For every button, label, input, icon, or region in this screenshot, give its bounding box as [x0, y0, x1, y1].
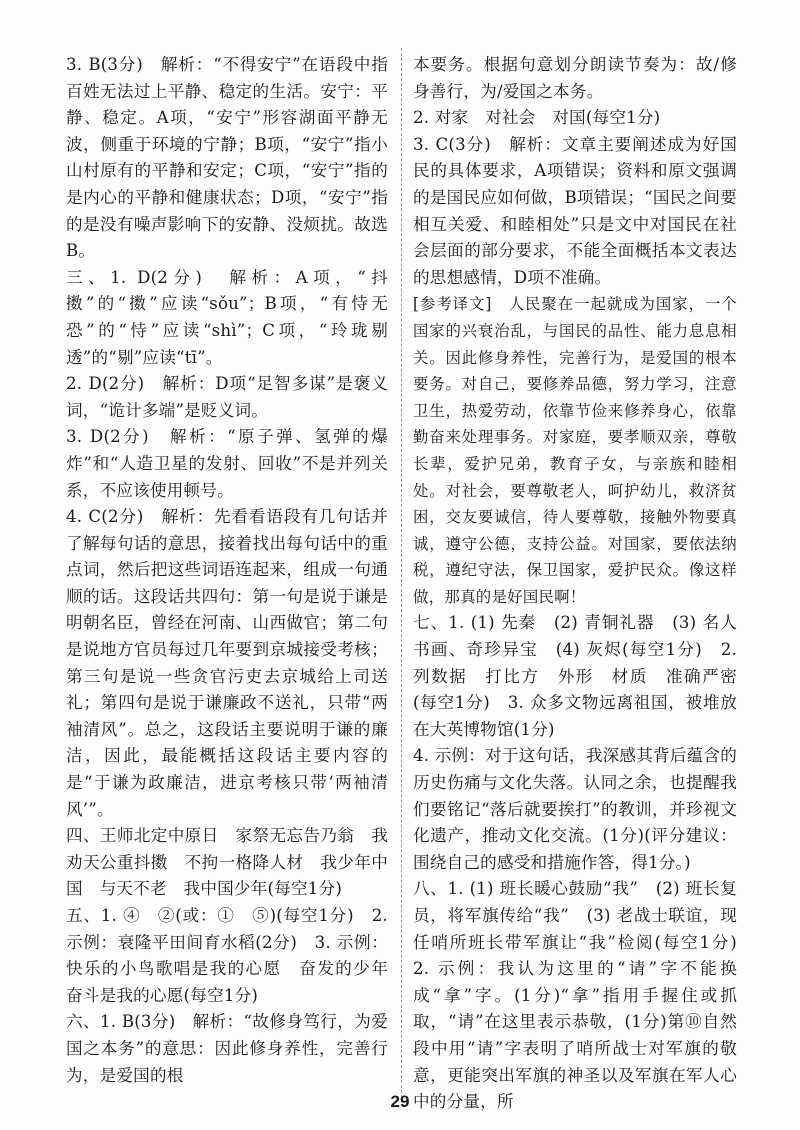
section-3-q2: 2. D(2分) 解析：D项“足智多谋”是褒义词，“诡计多端”是贬义词。: [66, 374, 388, 420]
section-7: 七、1. (1) 先秦 (2) 青铜礼器 (3) 名人书画、奇珍异宝 (4) 灰烬(每空1分) 2. 列数据 打比方 外形 材质 准确严密(每空1分) 3. 众多文物远离祖国，被堆放在大英博物馆(1分): [413, 613, 737, 739]
left-column: [66, 52, 405, 1089]
section-5: 五、1. ④ ②(或：① ⑤)(每空1分) 2. 示例：衰隆平田间育水稻(2分) 3. 示例：快乐的小鸟歌唱是我的心愿 奋发的少年 奋斗是我的心愿(每空1分): [66, 906, 405, 1005]
section-6-q1-cont: 本要务。根据句意划分朗读节奏为：故/修身善行，为/爱国之本务。: [413, 55, 737, 101]
section-7-q4: 4. 示例：对于这句话，我深感其背后蕴含的历史伤痛与文化失落。认同之余，也提醒我们要铭记“落后就要挨打”的教训，并珍视文化遗产，推动文化交流。(1分)(评分建议：围绕自己的感受和措施作答，得1分。): [413, 746, 737, 872]
section-3-q3: 3. D(2分) 解析：“原子弹、氢弹的爆炸”和“人造卫星的发射、回收”不是并列关系，不应该使用顿号。: [66, 427, 388, 500]
section-4: 四、王师北定中原日 家祭无忘告乃翁 我劝天公重抖擞 不拘一格降人材 我少年中国 与天不老 我中国少年(每空1分): [66, 826, 388, 899]
section-8: 八、1. (1) 班长暖心鼓励“我” (2) 班长复员，将军旗传给“我” (3) 老战士联谊，现任哨所班长带军旗让“我”检阅(每空1分) 2. 示例：我认为这里的“请”字不能换成“拿”字。(1分)“拿”指用手握住或抓取，“请”在这里表示恭敬，(1分)第⑩自然段中用“请”字表明了哨所战士对军旗的敬意，更能突出军旗的神圣以及军旗在军人心中的分量，所: [413, 879, 754, 1112]
section-6-q3: 3. C(3分) 解析：文章主要阐述成为好国民的具体要求，A项错误；资料和原文强调的是国民应如何做，B项错误；“国民之间要相互关爱、和睦相处”只是文中对国民在社会层面的部分要求，不能全面概括本文表达的思想感情，D项不准确。: [413, 134, 737, 287]
section-3-q1: 三、1. D(2分) 解析：A项，“抖擞”的“擞”应读“sǒu”；B项，“有恃无恐”的“恃”应读“shì”；C项，“玲珑剔透”的“剔”应读“tī”。: [66, 267, 388, 367]
answer-3-b: 3. B(3分) 解析：“不得安宁”在语段中指百姓无法过上平静、稳定的生活。安宁：平静、稳定。A项，“安宁”形容湖面平静无波，侧重于环境的宁静；B项，“安宁”指小山村原有的平静和安定；C项，“安宁”指的是内心的平静和健康状态；D项，“安宁”指的是没有噪声影响下的安静、没烦扰。故选B。: [66, 55, 388, 261]
right-column: [413, 52, 754, 1116]
reference-translation: [参考译文] 人民聚在一起就成为国家，一个国家的兴衰治乱，与国民的品性、能力息息相关。因此修身养性，完善行为，是爱国的根本要务。对自己，要修养品德，努力学习，注意卫生，热爱劳动，依靠节俭来修养身心，依靠勤奋来处理事务。对家庭，要孝顺双亲，尊敬长辈，爱护兄弟，教育子女，与亲族和睦相处。对社会，要尊敬老人，呵护幼儿，救济贫困，交友要诚信，待人要尊敬，接触外物要真诚，遵守公德，支持公益。对国家，要依法纳税，遵纪守法，保卫国家，爱护民众。像这样做，那真的是好国民啊！: [413, 295, 737, 606]
section-6-q1: 六、1. B(3分) 解析：“故修身笃行，为爱国之本务”的意思：因此修身养性，完善行为，是爱国的根: [66, 1012, 388, 1085]
page-number: 29: [390, 1092, 410, 1111]
section-6-q2: 2. 对家 对社会 对国(每空1分): [413, 108, 661, 128]
column-divider: [401, 48, 402, 1103]
section-3-q4: 4. C(2分) 解析：先看看语段有几句话并了解每句话的意思，接着找出每句话中的重点词，然后把这些词语连起来，组成一句通顺的话。这段话共四句：第一句是说于谦是明朝名臣，曾经在河南、山西做官；第二句是说地方官员每过几年要到京城接受考核；第三句是说一些贪官污吏去京城给上司送礼；第四句是说于谦廉政不送礼，只带“两袖清风”。总之，这段话主要说明于谦的廉洁，因此，最能概括这段话主要内容的是“于谦为政廉洁，进京考核只带‘两袖清风’”。: [66, 507, 388, 819]
